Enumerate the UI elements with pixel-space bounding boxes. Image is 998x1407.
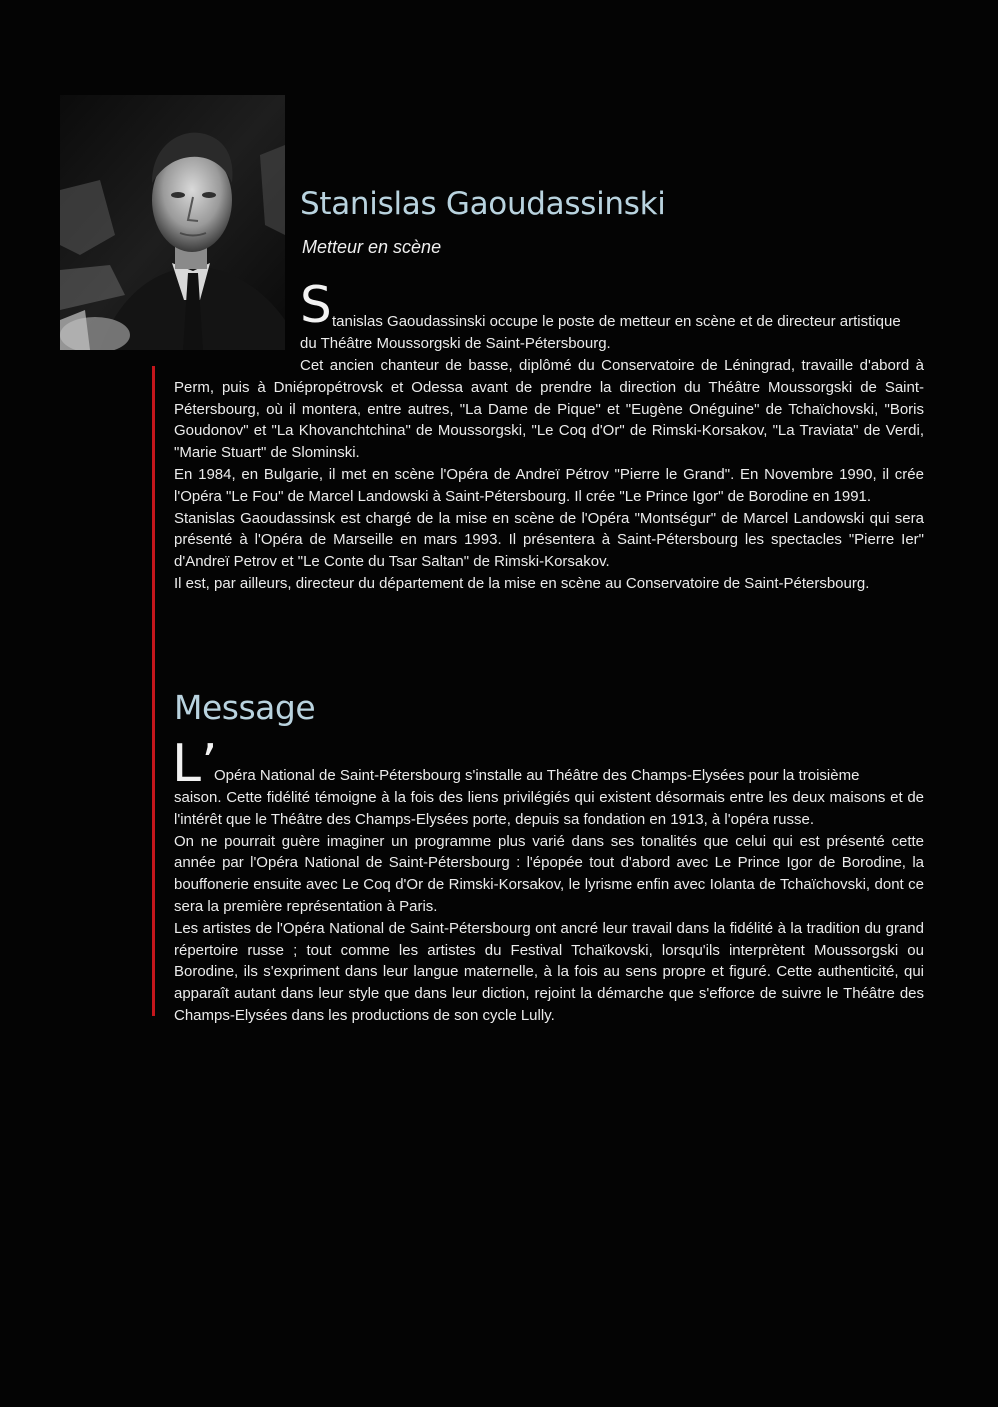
- bio-first-line: tanislas Gaoudassinski occupe le poste de metteur en scène et de directeur artistique: [332, 313, 901, 330]
- bio-drop-cap: S: [300, 276, 332, 334]
- bio-paragraph: Stanislas Gaoudassinsk est chargé de la mise en scène de l'Opéra "Montségur" de Marcel Landowski qui sera présenté à l'Opéra de Marseille en mars 1993. Il présentera à Saint-Pétersbourg les spectacles "Pierre Ier" d'Andreï Petrov et "Le Conte du Tsar Saltan" de Rimski-Korsakov.: [174, 509, 924, 571]
- message-drop-cap: L’: [172, 734, 218, 794]
- bio-body: [174, 355, 924, 595]
- bio-first-line-cont: du Théâtre Moussorgski de Saint-Pétersbourg.: [300, 335, 611, 352]
- bio-paragraph: Il est, par ailleurs, directeur du département de la mise en scène au Conservatoire de Saint-Pétersbourg.: [174, 574, 870, 592]
- accent-line: [152, 366, 155, 1016]
- portrait-image: [60, 95, 285, 350]
- bio-name: Stanislas Gaoudassinski: [300, 186, 666, 222]
- bio-paragraph: Cet ancien chanteur de basse, diplômé du Conservatoire de Léningrad, travaille d'abord à Perm, puis à Dniépropétrovsk et Odessa avant de prendre la direction du Théâtre Moussorgski de Saint-Pétersbourg, où il montera, entre autres, "La Dame de Pique" et "Eugène Onéguine" de Tchaïchovski, "Boris Goudonov" et "La Khovanchtchina" de Moussorgski, "Le Coq d'Or" de Rimski-Korsakov, "La Traviata" de Verdi, "Marie Stuart" de Slominski.: [174, 357, 924, 462]
- message-paragraph: Les artistes de l'Opéra National de Saint-Pétersbourg ont ancré leur travail dans la fidélité à la tradition du grand répertoire russe ; tout comme les artistes du Festival Tchaïkovski, lorsqu'ils interprètent Moussorgski ou Borodine, ils s'expriment dans leur langue maternelle, à la fois au sens propre et figuré. Cette authenticité, qui apparaît autant dans leur style que dans leur diction, rejoint la démarche que s'efforce de suivre le Théâtre des Champs-Elysées dans les productions de son cycle Lully.: [174, 919, 924, 1024]
- message-paragraph: saison. Cette fidélité témoigne à la fois des liens privilégiés qui existent désormais entre les deux maisons et de l'intérêt que le Théâtre des Champs-Elysées porte, depuis sa fondation en 1913, à l'opéra russe.: [174, 789, 924, 828]
- bio-paragraph: En 1984, en Bulgarie, il met en scène l'Opéra de Andreï Pétrov "Pierre le Grand". En Novembre 1990, il crée l'Opéra "Le Fou" de Marcel Landowski à Saint-Pétersbourg. Il crée "Le Prince Igor" de Borodine en 1991.: [174, 465, 924, 505]
- message-title: Message: [174, 688, 316, 727]
- bio-role: Metteur en scène: [302, 237, 442, 257]
- message-first-line: Opéra National de Saint-Pétersbourg s'installe au Théâtre des Champs-Elysées pour la troisième: [214, 767, 860, 784]
- message-body: [174, 787, 924, 1027]
- portrait-photo: [60, 95, 285, 350]
- message-paragraph: On ne pourrait guère imaginer un programme plus varié dans ses tonalités que celui qui est présenté cette année par l'Opéra National de Saint-Pétersbourg : l'épopée tout d'abord avec Le Prince Igor de Borodine, la bouffonerie ensuite avec Le Coq d'Or de Rimski-Korsakov, le lyrisme enfin avec Iolanta de Tchaïchovski, dont ce sera la première représentation à Paris.: [174, 832, 924, 915]
